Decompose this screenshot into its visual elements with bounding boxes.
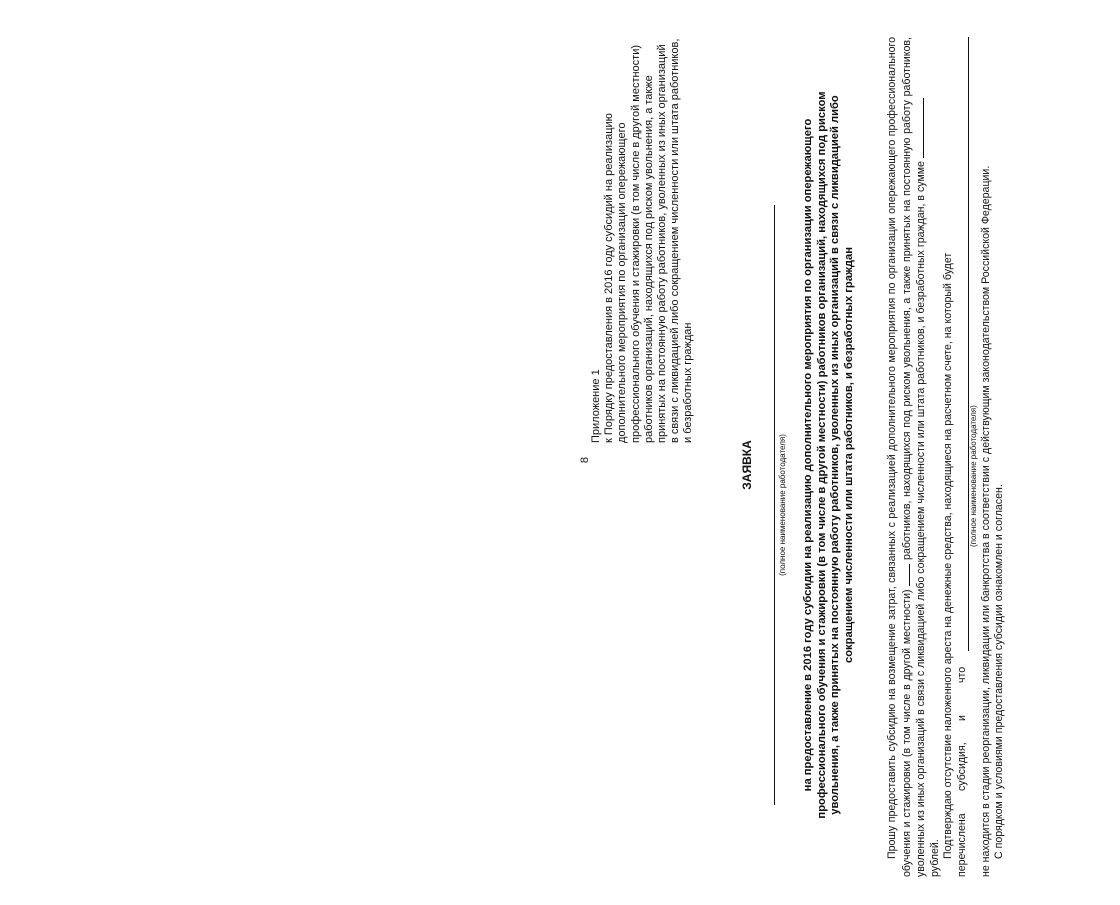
application-body xyxy=(886,37,1007,877)
rotated-content xyxy=(560,35,1120,895)
recipient-word-1: перечислена xyxy=(955,813,968,877)
document-title: ЗАЯВКА xyxy=(740,440,754,490)
recipient-row xyxy=(956,37,970,877)
paragraph-request-part-c: рублей. xyxy=(928,839,941,877)
application-subject: на предоставление в 2016 году субсидии на реализацию дополнительного мероприятия по организации опережающего профессионального обучения и стажировки (в том числе в другой местности) работников организаций, находящихся под риском увольнения, а также принятых на постоянную работу работников, уволенных из иных организаций в связи с ликвидацией либо сокращением численности или штата работников, и безработных граждан xyxy=(802,91,855,819)
page-number: 8 xyxy=(579,456,591,464)
workers-count-line xyxy=(900,564,910,586)
paragraph-request xyxy=(886,37,942,877)
paragraph-consent: С порядком и условиями предоставления субсидии ознакомлен и согласен. xyxy=(993,484,1006,859)
annex-heading: Приложение 1 xyxy=(590,369,602,443)
amount-line xyxy=(914,98,924,158)
paragraph-status: не находится в стадии реорганизации, ликвидации или банкротства в соответствии с действующим законодательством Российской Федерации. xyxy=(979,165,992,877)
employer-name-line xyxy=(774,205,775,805)
employer-name-caption: (полное наименование работодателя) xyxy=(778,434,787,576)
recipient-word-3: и xyxy=(955,715,968,721)
employer-name-line-2 xyxy=(957,37,969,651)
employer-name-caption-2: (полное наименование работодателя) xyxy=(969,405,979,547)
annex-block xyxy=(590,38,696,443)
annex-text: к Порядку предоставления в 2016 году субсидий на реализацию дополнительного мероприятия по организации опережающего профессионального обучения и стажировки (в том числе в другой местности) работников организаций, находящихся под риском увольнения, а также принятых на постоянную работу работников, уволенных из иных организаций в связи с ликвидацией либо сокращением численности или штата работников, и безработных граждан xyxy=(603,38,695,443)
paragraph-confirm: Подтверждаю отсутствие наложенного ареста на денежные средства, находящиеся на расчетном счете, на который будет xyxy=(942,252,955,859)
recipient-word-4: что xyxy=(955,666,968,683)
recipient-word-2: субсидия, xyxy=(955,742,968,791)
paragraph-request-part-a: Прошу предоставить субсидию на возмещение затрат, связанных с реализацией дополнительного мероприятия по организации опережающего профессионального обучения и стажировки (в том числе в другой местности) xyxy=(886,37,913,877)
paragraph-request-part-b: работников, находящихся под риском увольнения, а также принятых на постоянную работу работников, уволенных из иных организаций в связи с ликвидацией либо сокращением численности или штата работников, и безработных граждан, в сумме xyxy=(900,37,928,877)
